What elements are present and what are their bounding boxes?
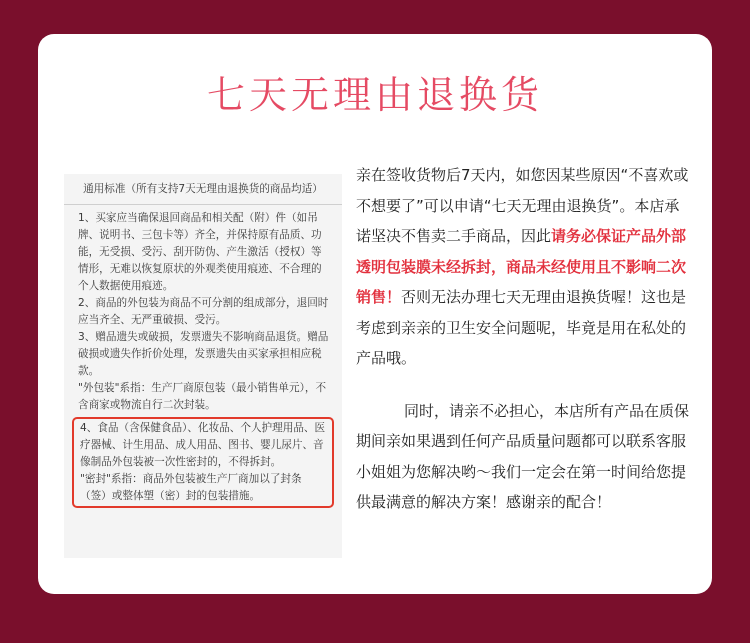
notice-text-end: 否则无法办理七天无理由退换货喔！这也是考虑到亲亲的卫生安全问题呢，毕竟是用在私处的产品哦。 — [356, 288, 687, 367]
notice-paragraph-2 — [356, 396, 690, 518]
notice-text — [356, 160, 690, 518]
return-policy-image — [64, 174, 342, 558]
policy-header: 通用标准（所有支持7天无理由退换货的商品均适） — [64, 174, 342, 205]
notice-paragraph-1 — [356, 160, 690, 374]
content-card — [38, 34, 712, 594]
highlighted-policy-box — [72, 417, 334, 508]
policy-item-1: 1、买家应当确保退回商品和相关配（附）件（如吊牌、说明书、三包卡等）齐全，并保持原有品质、功能，无受损、受污、刮开防伪、产生激活（授权）等情形，无难以恢复原状的外观类使用痕迹、不合理的个人数据使用痕迹。 — [78, 211, 322, 292]
policy-body — [64, 210, 342, 508]
policy-item-seal: "密封"系指：商品外包装被生产厂商加以了封条（签）或整体塑（密）封的包装措施。 — [80, 472, 302, 502]
notice-paragraph-2-text: 同时，请亲不必担心，本店所有产品在质保期间亲如果遇到任何产品质量问题都可以联系客服小姐姐为您解决哟～我们一定会在第一时间给您提供最满意的解决方案！感谢亲的配合！ — [356, 401, 690, 511]
policy-item-3: 3、赠品遗失或破损，发票遗失不影响商品退货。赠品破损或遗失作折价处理，发票遗失由买家承担相应税款。 — [78, 330, 329, 377]
notice-warning-highlight: 请务必保证产品外部透明包装膜未经拆封，商品未经使用且不影响二次销售！ — [356, 227, 687, 306]
page-title: 七天无理由退换货 — [206, 73, 543, 117]
policy-item-4: 4、食品（含保健食品）、化妆品、个人护理用品、医疗器械、计生用品、成人用品、图书、婴儿尿片、音像制品外包装被一次性密封的，不得拆封。 — [80, 421, 326, 468]
paragraph-gap — [356, 374, 690, 396]
notice-text-start: 亲在签收货物后7天内，如您因某些原因“不喜欢或不想要了”可以申请“七天无理由退换货”。本店承诺坚决不售卖二手商品，因此 — [356, 166, 689, 245]
policy-item-outer-pack: "外包装"系指：生产厂商原包装（最小销售单元），不含商家或物流自行二次封装。 — [78, 381, 327, 411]
policy-item-2: 2、商品的外包装为商品不可分割的组成部分，退回时应当齐全、无严重破损、受污。 — [78, 296, 329, 326]
